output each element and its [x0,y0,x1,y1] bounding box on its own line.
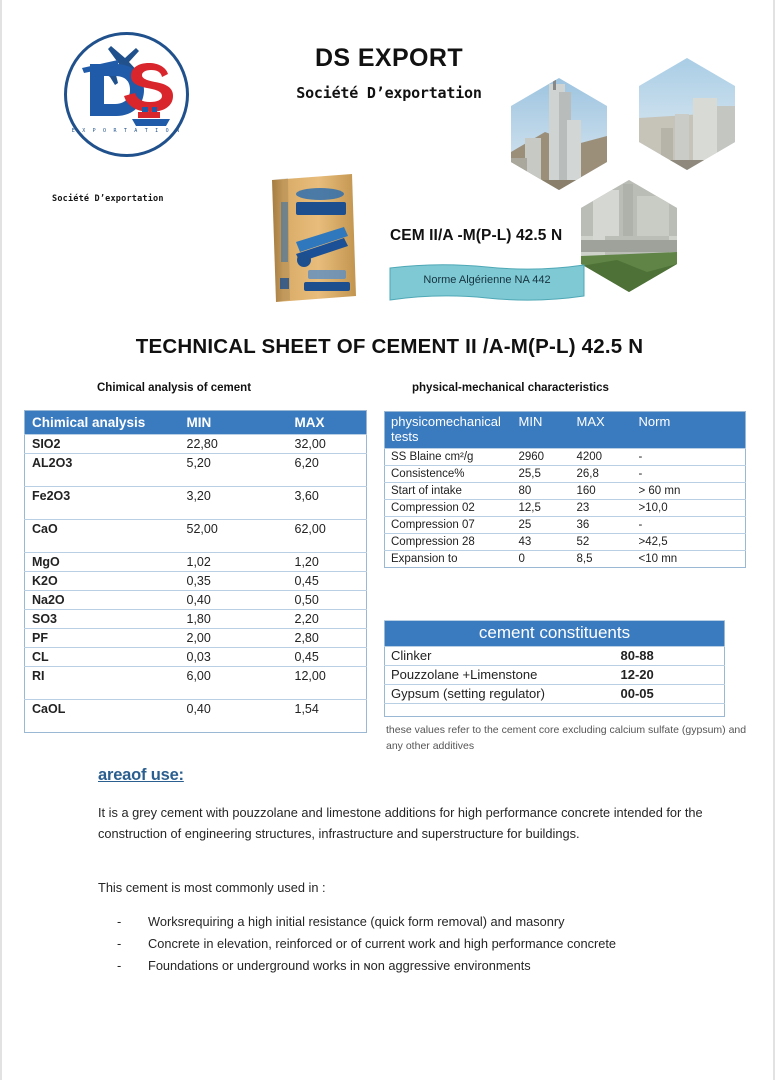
bullet-marker: - [117,936,122,951]
constituents-note: these values refer to the cement core excluding calcium sulfate (gypsum) and any other additives [386,724,747,753]
spacer-cell [385,704,725,717]
table-row [25,520,367,553]
chem-min: 2,00 [165,629,277,648]
phys-max: 52 [571,533,633,550]
usage-paragraph-2: This cement is most commonly used in : [98,880,326,895]
phys-min: 12,5 [513,499,571,516]
document-header [2,0,775,320]
table-row [25,572,367,591]
phys-norm: - [633,465,746,482]
col-header-max: MAX [277,411,367,435]
phys-label: Start of intake [385,482,513,499]
chem-min: 1,02 [165,553,277,572]
table-row [385,647,725,666]
chem-max: 0,45 [277,648,367,667]
chem-max: 6,20 [277,454,367,487]
plant-photo-3 [581,180,677,292]
company-logo [64,32,189,157]
chem-label: AL2O3 [25,454,165,487]
list-item [117,933,727,955]
cement-bag-image [260,172,365,304]
chem-max: 2,80 [277,629,367,648]
standard-banner-text: Norme Algérienne NA 442 [423,274,551,286]
constituent-label: Gypsum (setting regulator) [385,685,595,704]
chem-min: 0,40 [165,591,277,610]
phys-max: 26,8 [571,465,633,482]
table-row [25,667,367,700]
table-row [385,550,746,567]
bullet-marker: - [117,958,122,973]
chem-min: 5,20 [165,454,277,487]
col-header-tests: physicomechanical tests [385,412,513,449]
table-row [385,448,746,465]
chem-label: PF [25,629,165,648]
table-spacer-row [385,704,725,717]
constituent-label: Clinker [385,647,595,666]
chem-min: 0,40 [165,700,277,733]
chem-max: 1,20 [277,553,367,572]
physical-table-caption: physical-mechanical characteristics [412,382,609,394]
phys-norm: >42,5 [633,533,746,550]
company-sub-text: Société D’exportation [52,194,164,204]
phys-label: Compression 07 [385,516,513,533]
phys-norm: - [633,516,746,533]
chem-label: Na2O [25,591,165,610]
chem-max: 32,00 [277,435,367,454]
col-header-min: MIN [165,411,277,435]
list-item [117,911,727,933]
table-row [25,610,367,629]
col-header-max: MAX [571,412,633,449]
chem-min: 0,03 [165,648,277,667]
table-row [25,553,367,572]
phys-label: Expansion to [385,550,513,567]
chem-max: 0,45 [277,572,367,591]
chem-label: Fe2O3 [25,487,165,520]
col-header-min: MIN [513,412,571,449]
chemical-table-caption: Chimical analysis of cement [97,382,252,394]
phys-label: Compression 02 [385,499,513,516]
usage-paragraph-1: It is a grey cement with pouzzolane and limestone additions for high performance concrete intended for the construction of engineering structures, infrastructure and superstructure for buildings. [98,805,703,841]
phys-max: 36 [571,516,633,533]
table-row [25,435,367,454]
chem-label: CaO [25,520,165,553]
table-row [25,629,367,648]
constituent-label: Pouzzolane +Limenstone [385,666,595,685]
phys-min: 0 [513,550,571,567]
constituents-caption: cement constituents [385,621,725,647]
phys-label: Compression 28 [385,533,513,550]
chem-label: RI [25,667,165,700]
logo-caption: E X P O R T A T I O N [71,128,182,134]
table-row [385,499,746,516]
phys-norm: >10,0 [633,499,746,516]
phys-min: 43 [513,533,571,550]
chem-min: 52,00 [165,520,277,553]
bullet-text: Foundations or underground works in ɴon aggressive environments [148,958,531,973]
phys-label: SS Blaine cm²/g [385,448,513,465]
chem-min: 3,20 [165,487,277,520]
table-row [385,666,725,685]
chem-max: 2,20 [277,610,367,629]
chem-label: K2O [25,572,165,591]
chem-max: 1,54 [277,700,367,733]
table-row [385,685,725,704]
table-row [385,482,746,499]
plant-photo-1 [511,78,607,190]
chem-min: 0,35 [165,572,277,591]
col-header-analysis: Chimical analysis [25,411,165,435]
constituent-value: 80-88 [595,647,725,666]
table-row [385,533,746,550]
chem-label: CaOL [25,700,165,733]
constituent-value: 12-20 [595,666,725,685]
chem-label: MgO [25,553,165,572]
table-row [25,591,367,610]
company-name: DS EXPORT [314,44,464,72]
plant-photo-2 [639,58,735,170]
table-row [25,454,367,487]
table-row [25,700,367,733]
chem-max: 3,60 [277,487,367,520]
chem-label: CL [25,648,165,667]
chem-min: 1,80 [165,610,277,629]
constituent-value: 00-05 [595,685,725,704]
sheet-title: TECHNICAL SHEET OF CEMENT II /A-M(P-L) 42.5 N [135,335,644,358]
table-row [385,516,746,533]
phys-norm: <10 mn [633,550,746,567]
logo-ds-mark [72,42,182,142]
chemical-analysis-table [24,410,367,733]
table-row [25,487,367,520]
col-header-norm: Norm [633,412,746,449]
area-of-use-heading: areaof use: [98,766,184,784]
table-header-row [385,412,746,449]
phys-max: 4200 [571,448,633,465]
phys-min: 2960 [513,448,571,465]
phys-max: 23 [571,499,633,516]
table-row [25,648,367,667]
phys-norm: - [633,448,746,465]
physicomechanical-table [384,411,746,568]
chem-max: 0,50 [277,591,367,610]
chem-min: 6,00 [165,667,277,700]
product-name: CEM II/A -M(P-L) 42.5 N [390,227,563,244]
table-header-row [25,411,367,435]
company-tagline: Société D’exportation [296,84,482,102]
chem-label: SIO2 [25,435,165,454]
bullet-text: Concrete in elevation, reinforced or of current work and high performance concrete [148,936,617,951]
phys-label: Consistence% [385,465,513,482]
phys-norm: > 60 mn [633,482,746,499]
chem-max: 62,00 [277,520,367,553]
chem-label: SO3 [25,610,165,629]
phys-min: 25,5 [513,465,571,482]
cement-constituents-table [384,620,725,717]
phys-max: 160 [571,482,633,499]
list-item [117,955,727,977]
table-row [385,465,746,482]
chem-min: 22,80 [165,435,277,454]
chem-max: 12,00 [277,667,367,700]
bullet-text: Worksrequiring a high initial resistance (quick form removal) and masonry [148,914,565,929]
usage-bullet-list [117,911,727,977]
phys-max: 8,5 [571,550,633,567]
phys-min: 25 [513,516,571,533]
phys-min: 80 [513,482,571,499]
bullet-marker: - [117,914,122,929]
